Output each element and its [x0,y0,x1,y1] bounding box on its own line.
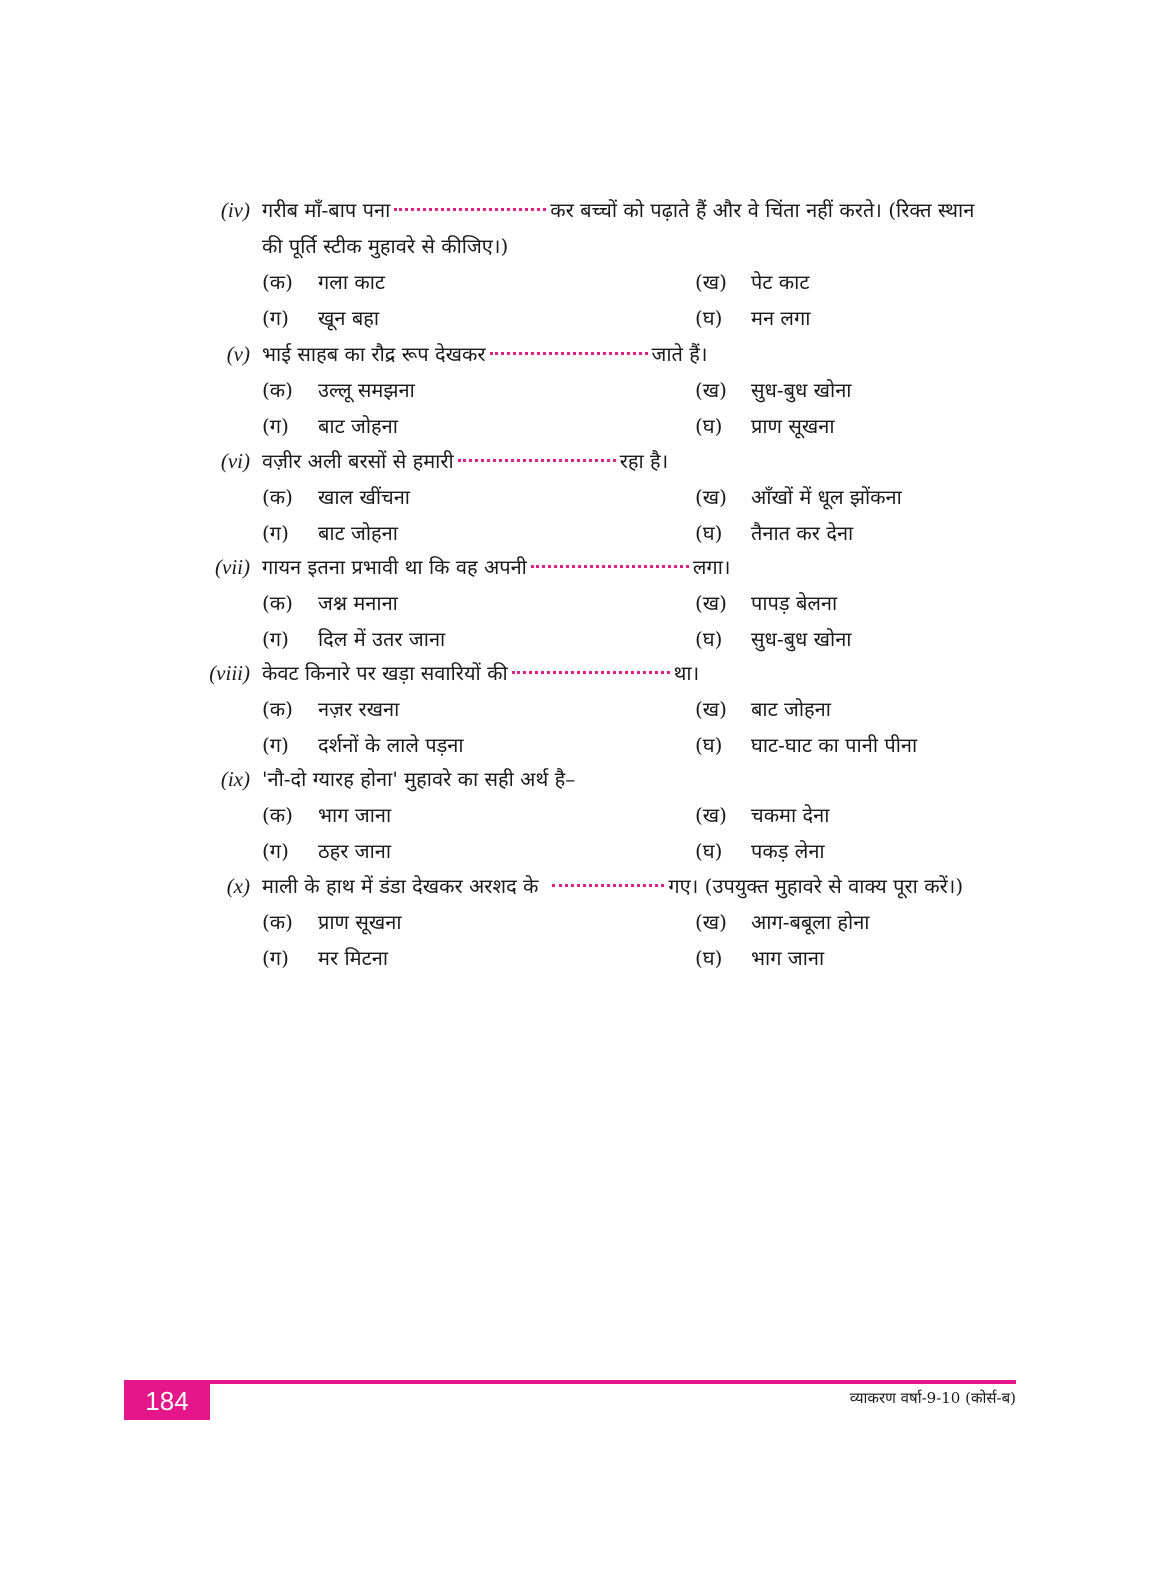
question-text: माली के हाथ में डंडा देखकर अरशद के गए। (उपयुक्त मुहावरे से वाक्य पूरा करें।) [262,874,964,898]
blank-dots [552,874,664,887]
option-ga: (ग) दिल में उतर जाना [262,627,446,651]
option-gha: (घ) घाट-घाट का पानी पीना [695,733,918,757]
option-kha: (ख) पापड़ बेलना [695,591,838,615]
option-kha: (ख) आँखों में धूल झोंकना [695,485,902,509]
option-kha: (ख) चकमा देना [695,803,830,827]
option-gha: (घ) पकड़ लेना [695,839,825,863]
question-text: गायन इतना प्रभावी था कि वह अपनी लगा। [262,555,731,579]
question-vi [180,443,1040,551]
option-kha: (ख) बाट जोहना [695,697,831,721]
question-iv [180,192,1040,336]
question-number: (vii) [215,555,250,579]
option-ka: (क) जश्न मनाना [262,591,398,615]
book-title: व्याकरण वर्षा-9-10 (कोर्स-ब) [849,1389,1016,1407]
blank-dots [512,661,670,674]
question-ix [180,761,1040,869]
option-gha: (घ) मन लगा [695,306,811,330]
blank-dots [394,198,546,211]
question-number: (viii) [209,661,250,685]
question-v [180,336,1040,444]
option-gha: (घ) भाग जाना [695,946,825,970]
question-number: (iv) [220,198,250,222]
option-gha: (घ) तैनात कर देना [695,521,854,545]
question-number: (x) [226,874,250,898]
option-kha: (ख) सुध-बुध खोना [695,378,852,402]
option-ka: (क) भाग जाना [262,803,392,827]
question-text-continued: की पूर्ति स्टीक मुहावरे से कीजिए।) [262,234,509,258]
question-vii [180,549,1040,657]
question-number: (v) [226,342,250,366]
option-ga: (ग) खून बहा [262,306,380,330]
option-kha: (ख) पेट काट [695,270,810,294]
option-ka: (क) उल्लू समझना [262,378,415,402]
option-ka: (क) खाल खींचना [262,485,410,509]
footer-rule [124,1380,1016,1384]
blank-dots [458,449,616,462]
option-gha: (घ) सुध-बुध खोना [695,627,852,651]
question-text: वज़ीर अली बरसों से हमारी रहा है। [262,449,669,473]
option-ga: (ग) मर मिटना [262,946,388,970]
question-number: (ix) [220,767,250,791]
blank-dots [531,555,689,568]
option-kha: (ख) आग-बबूला होना [695,910,870,934]
option-ga: (ग) बाट जोहना [262,414,398,438]
page-number: 184 [124,1383,210,1420]
question-x [180,868,1040,976]
question-text: 'नौ-दो ग्यारह होना' मुहावरे का सही अर्थ है– [262,767,576,791]
option-ga: (ग) बाट जोहना [262,521,398,545]
question-number: (vi) [220,449,250,473]
option-ka: (क) नज़र रखना [262,697,400,721]
option-gha: (घ) प्राण सूखना [695,414,835,438]
question-viii [180,655,1040,763]
option-ka: (क) गला काट [262,270,385,294]
question-text: भाई साहब का रौद्र रूप देखकर जाते हैं। [262,342,708,366]
question-text: गरीब माँ-बाप पना कर बच्चों को पढ़ाते हैं और वे चिंता नहीं करते। (रिक्त स्थान [262,198,975,222]
option-ka: (क) प्राण सूखना [262,910,402,934]
question-text: केवट किनारे पर खड़ा सवारियों की था। [262,661,700,685]
blank-dots [490,342,648,355]
option-ga: (ग) ठहर जाना [262,839,392,863]
option-ga: (ग) दर्शनों के लाले पड़ना [262,733,464,757]
